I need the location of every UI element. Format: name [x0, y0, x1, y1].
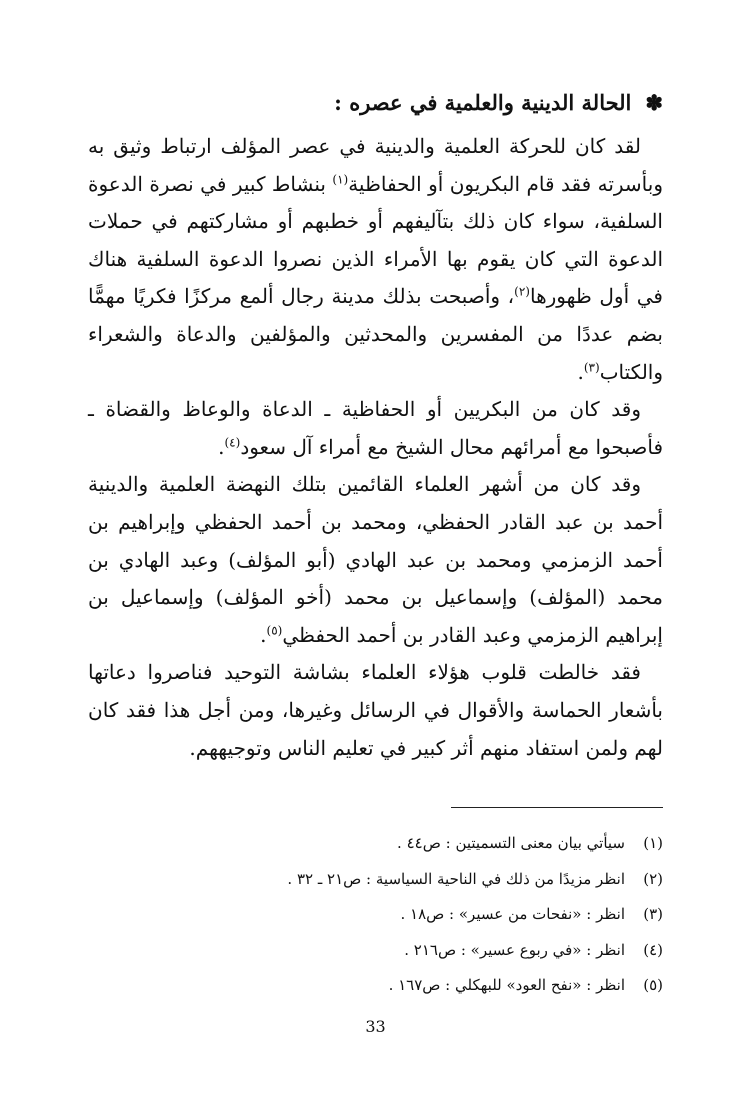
- footnote: [88, 826, 663, 862]
- footnote-text: انظر : «نفحات من عسير» : ص١٨ .: [400, 905, 625, 923]
- paragraph-text: وقد كان من البكريين أو الحفاظية ـ الدعاة والوعاظ والقضاة ـ فأصبحوا مع أمرائهم محال الشيخ مع أمراء آل سعود: [88, 397, 663, 459]
- section-heading-text: الحالة الدينية والعلمية في عصره :: [334, 90, 632, 115]
- paragraph: [88, 128, 663, 391]
- footnote-separator: [451, 807, 663, 808]
- paragraph-text: فقد خالطت قلوب هؤلاء العلماء بشاشة التوحيد فناصروا دعاتها بأشعار الحماسة والأقوال في الرسائل وغيرها، ومن أجل هذا فقد كان لهم ولمن استفاد منهم أثر كبير في تعليم الناس وتوجيههم.: [88, 660, 663, 760]
- footnote-number: (٥): [643, 976, 663, 994]
- footnote: [88, 933, 663, 969]
- footnote-number: (٤): [643, 940, 663, 959]
- footnote-text: سيأتي بيان معنى التسميتين : ص٤٤ .: [397, 834, 625, 852]
- footnote-text: انظر : «في ربوع عسير» : ص٢١٦ .: [404, 940, 625, 959]
- footnote: [88, 968, 663, 1004]
- footnote-number: (١): [643, 834, 663, 852]
- paragraph: [88, 391, 663, 466]
- paragraph-text: .: [260, 622, 267, 647]
- asterism-icon: ✽: [645, 90, 663, 115]
- section-heading: [88, 88, 663, 118]
- footnote-ref[interactable]: (٢): [514, 284, 530, 299]
- footnote: [88, 862, 663, 898]
- paragraph-text: بنشاط كبير في نصرة الدعوة السلفية، سواء كان ذلك بتآليفهم أو خطبهم أو مشاركتهم في حملات الدعوة التي كان يقوم بها الأمراء الذين نصروا الدعوة السلفية هناك في أول ظهورها: [88, 171, 663, 309]
- footnote-ref[interactable]: (٣): [583, 359, 600, 374]
- paragraph-text: وقد كان من أشهر العلماء القائمين بتلك النهضة العلمية والدينية أحمد بن عبد القادر الحفظي، ومحمد بن أحمد الحفظي وإبراهيم بن أحمد الزمزمي ومحمد بن عبد الهادي (أبو المؤلف) وعبد الهادي بن محمد (المؤلف) وإسماعيل بن محمد (أخو المؤلف) وإسماعيل بن إبراهيم الزمزمي وعبد القادر بن أحمد الحفظي: [88, 472, 663, 647]
- footnote-ref[interactable]: (١): [332, 171, 349, 186]
- paragraph-text: .: [577, 359, 584, 384]
- page-number: 33: [365, 1017, 386, 1036]
- paragraph: [88, 654, 663, 767]
- footnotes: [88, 826, 663, 1004]
- footnote-number: (٢): [643, 869, 663, 888]
- footnote-text: انظر مزيدًا من ذلك في الناحية السياسية : ص٢١ ـ ٣٢ .: [287, 869, 625, 888]
- footnote: [88, 897, 663, 933]
- paragraph-text: لقد كان للحركة العلمية والدينية في عصر المؤلف ارتباط وثيق به وبأسرته فقد قام البكريون أو الحفاظية: [88, 134, 663, 196]
- footnote-text: انظر : «نفح العود» للبهكلي : ص١٦٧ .: [388, 976, 625, 994]
- paragraph-text: ، وأصبحت بذلك مدينة رجال ألمع مركزًا فكريًا مهمًّا بضم عددًا من المفسرين والمحدثين والمؤلفين والدعاة والشعراء والكتاب: [88, 284, 663, 384]
- main-text: [88, 128, 663, 767]
- paragraph: [88, 466, 663, 654]
- paragraph-text: .: [218, 434, 225, 459]
- footnote-ref[interactable]: (٤): [224, 435, 241, 450]
- footnote-number: (٣): [643, 905, 663, 923]
- footnote-ref[interactable]: (٥): [266, 623, 283, 638]
